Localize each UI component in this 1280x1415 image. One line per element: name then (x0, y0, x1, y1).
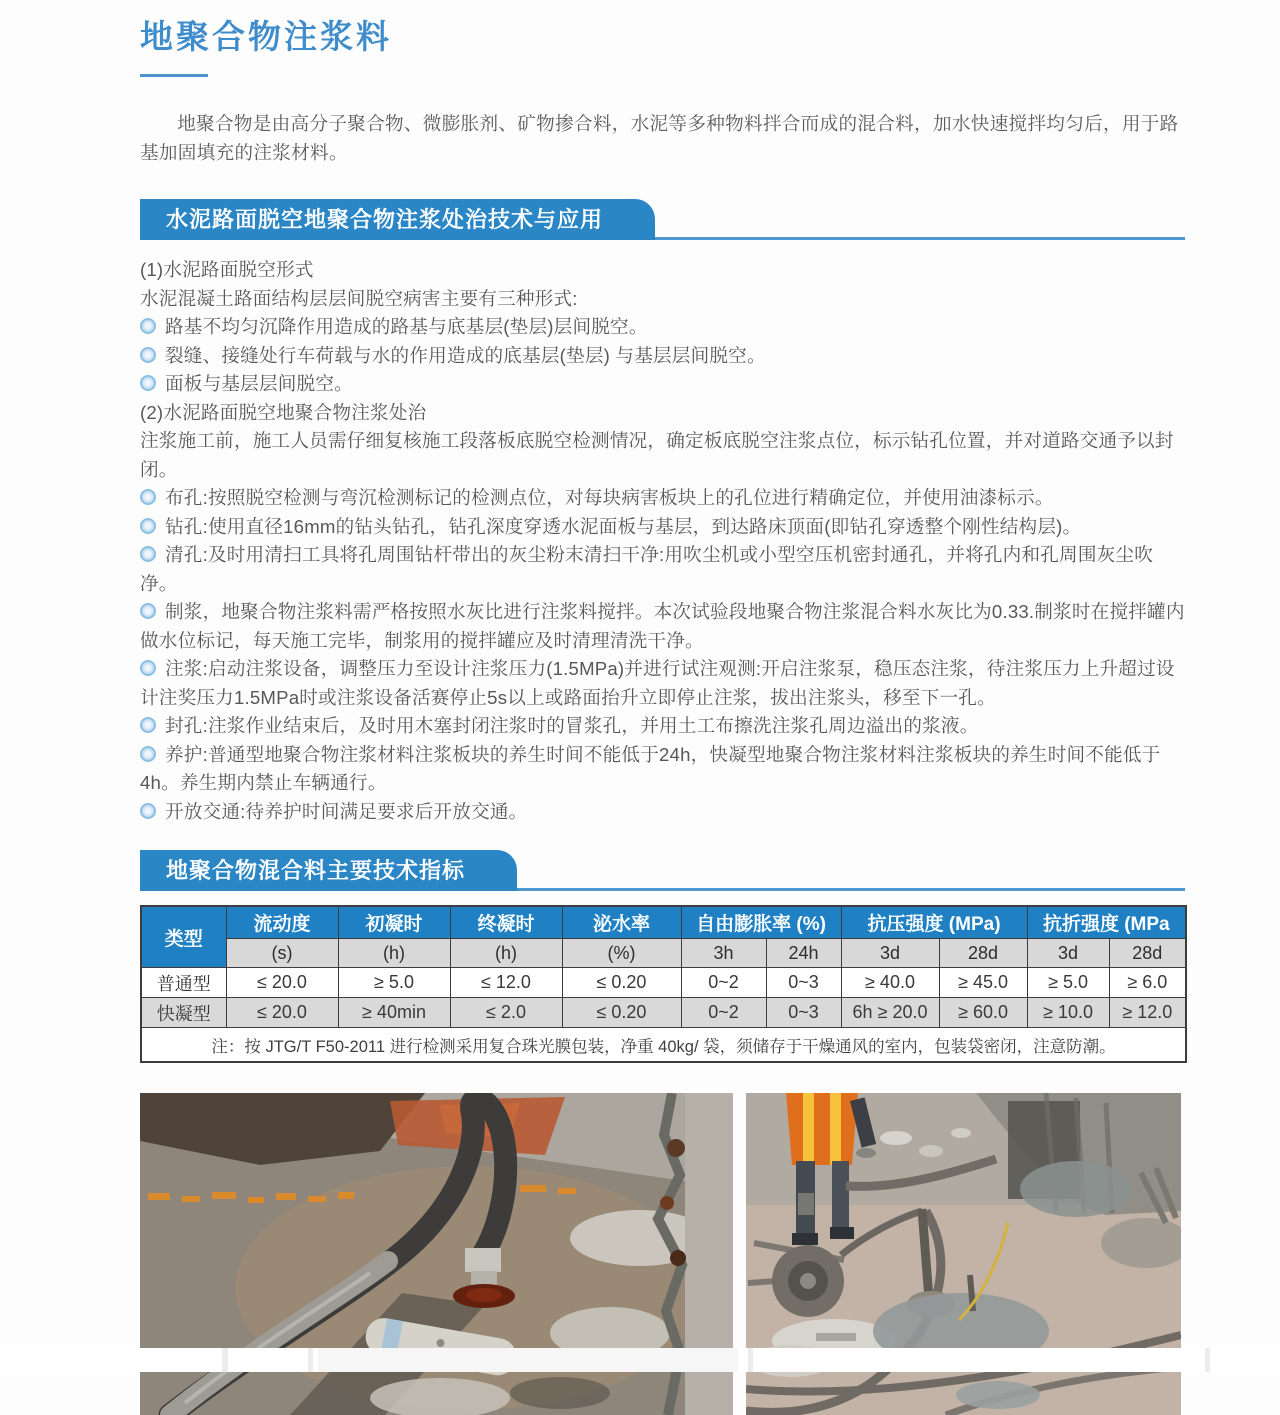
item-text: (1)水泥路面脱空形式 (140, 259, 314, 280)
ring-bullet-icon (140, 489, 156, 505)
col-header-initial-set: 初凝时 (338, 906, 450, 939)
cell: 0~2 (681, 968, 766, 998)
intro-paragraph: 地聚合物是由高分子聚合物、微膨胀剂、矿物掺合料，水泥等多种物料拌合而成的混合料，加水快速搅拌均匀后，用于路基加固填充的注浆材料。 (140, 113, 1179, 163)
row-label: 普通型 (141, 968, 226, 998)
col-header-fluidity: 流动度 (226, 906, 338, 939)
content-column (140, 0, 1185, 1415)
table-note: 注：按 JTG/T F50-2011 进行检测采用复合珠光膜包装，净重 40kg/ 袋，须储存于干燥通风的室内，包装袋密闭，注意防潮。 (141, 1028, 1186, 1063)
ring-bullet-icon (140, 603, 156, 619)
section1-banner (140, 199, 1185, 240)
list-item (140, 484, 1185, 513)
cell: ≤ 0.20 (562, 998, 681, 1028)
cell: ≤ 20.0 (226, 968, 338, 998)
item-text: 路基不均匀沉降作用造成的路基与底基层(垫层)层间脱空。 (165, 316, 648, 337)
cell: ≥ 5.0 (1027, 968, 1109, 998)
section2-banner (140, 850, 1185, 891)
scan-artifact (318, 1348, 738, 1372)
item-text: 水泥混凝土路面结构层层间脱空病害主要有三种形式: (140, 287, 578, 309)
col-header-compressive: 抗压强度 (MPa) (841, 906, 1027, 939)
cell: ≤ 20.0 (226, 998, 338, 1028)
sub-header: 3h (681, 939, 766, 968)
item-text: 钻孔:使用直径16mm的钻头钻孔，钻孔深度穿透水泥面板与基层，到达路床顶面(即钻孔穿透整个刚性结构层)。 (165, 515, 1082, 537)
list-item (140, 256, 1185, 285)
ring-bullet-icon (140, 347, 156, 363)
page-title: 地聚合物注浆料 (140, 18, 392, 55)
list-item (140, 370, 1185, 399)
sub-header: (h) (338, 939, 450, 968)
section2-banner-tab: 地聚合物混合料主要技术指标 (140, 850, 517, 891)
cell: 0~3 (766, 998, 841, 1028)
ring-bullet-icon (140, 717, 156, 733)
row-label: 快凝型 (141, 998, 226, 1028)
ring-bullet-icon (140, 803, 156, 819)
bottom-margin-strip (0, 1348, 1280, 1372)
cell: ≥ 12.0 (1109, 998, 1186, 1028)
list-item (140, 427, 1185, 484)
list-item (140, 712, 1185, 741)
list-item (140, 541, 1185, 598)
sub-header: (s) (226, 939, 338, 968)
cell: ≥ 40min (338, 998, 450, 1028)
list-item (140, 313, 1185, 342)
ring-bullet-icon (140, 518, 156, 534)
item-text: 制浆，地聚合物注浆料需严格按照水灰比进行注浆料搅拌。本次试验段地聚合物注浆混合料水灰比为0.33.制浆时在搅拌罐内做水位标记，每天施工完毕，制浆用的搅拌罐应及时清理清洗干净。 (140, 601, 1185, 651)
item-text: 注浆:启动注浆设备，调整压力至设计注浆压力(1.5MPa)并进行试注观测:开启注浆泵，稳压态注浆，待注浆压力上升超过设计注奖压力1.5MPa时或注浆设备活赛停止5s以上或路面抬升立即停止注浆，拔出注浆头，移至下一孔。 (140, 658, 1175, 708)
list-item (140, 655, 1185, 712)
col-header-final-set: 终凝时 (450, 906, 562, 939)
item-text: 清孔:及时用清扫工具将孔周围钻杆带出的灰尘粉末清扫干净:用吹尘机或小型空压机密封通孔，并将孔内和孔周围灰尘吹净。 (140, 544, 1154, 594)
col-header-flexural: 抗折强度 (MPa (1027, 906, 1186, 939)
item-text: (2)水泥路面脱空地聚合物注浆处治 (140, 401, 427, 423)
item-text: 裂缝、接缝处行车荷载与水的作用造成的底基层(垫层) 与基层层间脱空。 (165, 344, 766, 366)
spec-table (140, 905, 1187, 1063)
cell: 6h ≥ 20.0 (841, 998, 939, 1028)
item-text: 面板与基层层间脱空。 (165, 373, 353, 394)
list-item (140, 342, 1185, 371)
section1-content (140, 256, 1185, 826)
table-row (141, 998, 1186, 1028)
list-item (140, 285, 1185, 314)
sub-header: 3d (841, 939, 939, 968)
cell: 0~3 (766, 968, 841, 998)
scan-artifact (748, 1348, 753, 1372)
cell: ≥ 45.0 (939, 968, 1027, 998)
sub-header: 3d (1027, 939, 1109, 968)
cell: ≥ 10.0 (1027, 998, 1109, 1028)
list-item (140, 741, 1185, 798)
title-underline (140, 74, 208, 77)
cell: ≥ 60.0 (939, 998, 1027, 1028)
cell: 0~2 (681, 998, 766, 1028)
item-text: 注浆施工前，施工人员需仔细复核施工段落板底脱空检测情况，确定板底脱空注浆点位，标示钻孔位置，并对道路交通予以封闭。 (140, 430, 1174, 480)
sub-header: (%) (562, 939, 681, 968)
sub-header: (h) (450, 939, 562, 968)
item-text: 布孔:按照脱空检测与弯沉检测标记的检测点位，对每块病害板块上的孔位进行精确定位，并使用油漆标示。 (165, 487, 1054, 508)
item-text: 养护:普通型地聚合物注浆材料注浆板块的养生时间不能低于24h，快凝型地聚合物注浆材料注浆板块的养生时间不能低于4h。养生期内禁止车辆通行。 (140, 743, 1161, 793)
cell: ≥ 5.0 (338, 968, 450, 998)
list-item (140, 513, 1185, 542)
list-item (140, 598, 1185, 655)
cell: ≥ 6.0 (1109, 968, 1186, 998)
ring-bullet-icon (140, 746, 156, 762)
scan-artifact (1205, 1348, 1210, 1372)
item-text: 开放交通:待养护时间满足要求后开放交通。 (165, 800, 528, 822)
cell: ≥ 40.0 (841, 968, 939, 998)
scan-artifact (308, 1348, 313, 1372)
list-item (140, 798, 1185, 827)
cell: ≤ 0.20 (562, 968, 681, 998)
ring-bullet-icon (140, 375, 156, 391)
ring-bullet-icon (140, 660, 156, 676)
section1-banner-tab: 水泥路面脱空地聚合物注浆处治技术与应用 (140, 199, 655, 240)
item-text: 封孔:注浆作业结束后，及时用木塞封闭注浆时的冒浆孔，并用土工布擦洗注浆孔周边溢出的浆液。 (165, 715, 979, 736)
sub-header: 24h (766, 939, 841, 968)
col-header-bleeding: 泌水率 (562, 906, 681, 939)
ring-bullet-icon (140, 546, 156, 562)
sub-header: 28d (939, 939, 1027, 968)
ring-bullet-icon (140, 318, 156, 334)
cell: ≤ 12.0 (450, 968, 562, 998)
scan-artifact (222, 1348, 228, 1372)
table-corner-header: 类型 (141, 906, 226, 968)
col-header-expansion: 自由膨胀率 (%) (681, 906, 841, 939)
list-item (140, 399, 1185, 428)
table-row (141, 968, 1186, 998)
table-note-row (141, 1028, 1186, 1063)
sub-header: 28d (1109, 939, 1186, 968)
cell: ≤ 2.0 (450, 998, 562, 1028)
